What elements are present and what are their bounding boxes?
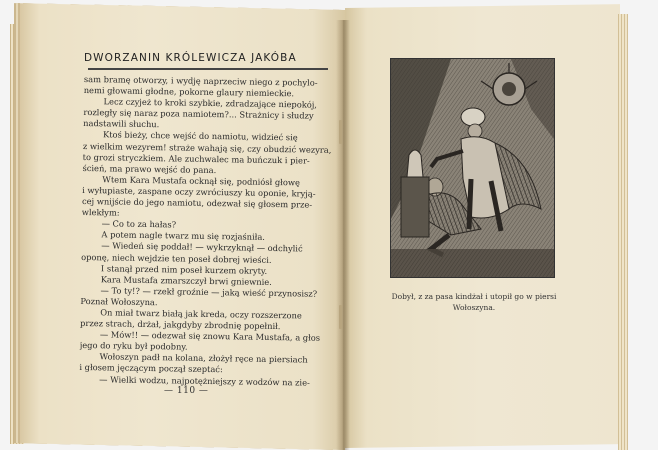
text-line: rozległy się naraz poza namiotem?... Strażnicy i słudzy [83, 107, 314, 121]
text-line: sam bramę otworzy, i wydję naprzeciw niego z pochylo- [83, 74, 318, 88]
running-header: DWORZANIN KRÓLEWICZA JAKÓBA [84, 52, 297, 64]
text-line: — Wiedeń się poddał! — wykrzyknął — odchylić [101, 240, 303, 254]
text-line: — To ty!? — rzekł groźnie — jaką wieść przynosisz? [100, 285, 318, 299]
body-text [79, 74, 334, 389]
text-line: to grozi stryczkiem. Ale zuchwalec ma buńczuk i pier- [82, 151, 310, 166]
binding-stitch [339, 305, 342, 329]
text-line: i wyłupiaste, zaspane oczy zwróciuszy ku oponie, kryją- [82, 184, 316, 199]
text-line: nemi głowami głodne, pokorne glaury niemieckie. [83, 85, 295, 99]
text-line: Wtem Kara Mustafa ocknął się, podniósł głowę [102, 174, 300, 188]
text-line: Kara Mustafa zmarszczył brwi gniewnie. [100, 273, 272, 287]
text-line: — Mów!! — odezwał się znowu Kara Mustafa, a głos [99, 329, 321, 343]
text-line: Wołoszyn padł na kolana, złożył ręce na piersiach [99, 351, 308, 365]
text-line: cej wnijście do jego namiotu, odezwał się głosem prze- [81, 196, 313, 210]
text-line: nadstawili słuchu. [83, 118, 160, 130]
text-line: i głosem jęczącym począł szeptać: [79, 362, 223, 375]
text-line: A potem nagle twarz mu się rozjaśniła. [101, 229, 266, 243]
text-line: On miał twarz białą jak kreda, oczy rozszerzone [100, 307, 302, 321]
text-line: — Co to za hałas? [101, 218, 177, 230]
text-line: oponę, niech wejdzie ten poseł dobrej wieści. [81, 251, 272, 265]
caption-line: Wołoszyna. [452, 302, 496, 312]
text-line: I stanął przed nim poseł kurzem okryty. [100, 262, 268, 276]
text-line: przez strach, drżał, jakgdyby zbrodnię popełnił. [80, 318, 281, 332]
text-line: Lecz czyjeż to kroki szybkie, zdradzające niepokój, [103, 96, 318, 110]
caption-line: Dobył, z za pasa kindżał i utopił go w piersi [391, 292, 557, 301]
text-line: z wielkim wezyrem! straże wahają się, czy obudzić wezyra, [82, 140, 332, 155]
text-line: wlekłym: [81, 207, 120, 218]
illustration-caption [378, 292, 570, 313]
book-gutter [336, 20, 350, 450]
text-line: Poznał Wołoszyna. [80, 295, 158, 308]
right-page-edges [618, 14, 628, 450]
binding-stitch [339, 120, 342, 144]
header-rule [88, 68, 328, 70]
text-line: — Wielki wodzu, najpotężniejszy z wodzów na zie- [99, 373, 310, 388]
text-line: jego do ryku był podobny. [79, 340, 188, 352]
engraving-illustration [390, 58, 555, 278]
text-line: Ktoś bieży, chce wejść do namiotu, widzieć się [102, 129, 298, 143]
page-number: — 110 — [164, 386, 209, 396]
text-line: ścień, ma prawo wejść do pana. [82, 162, 217, 175]
